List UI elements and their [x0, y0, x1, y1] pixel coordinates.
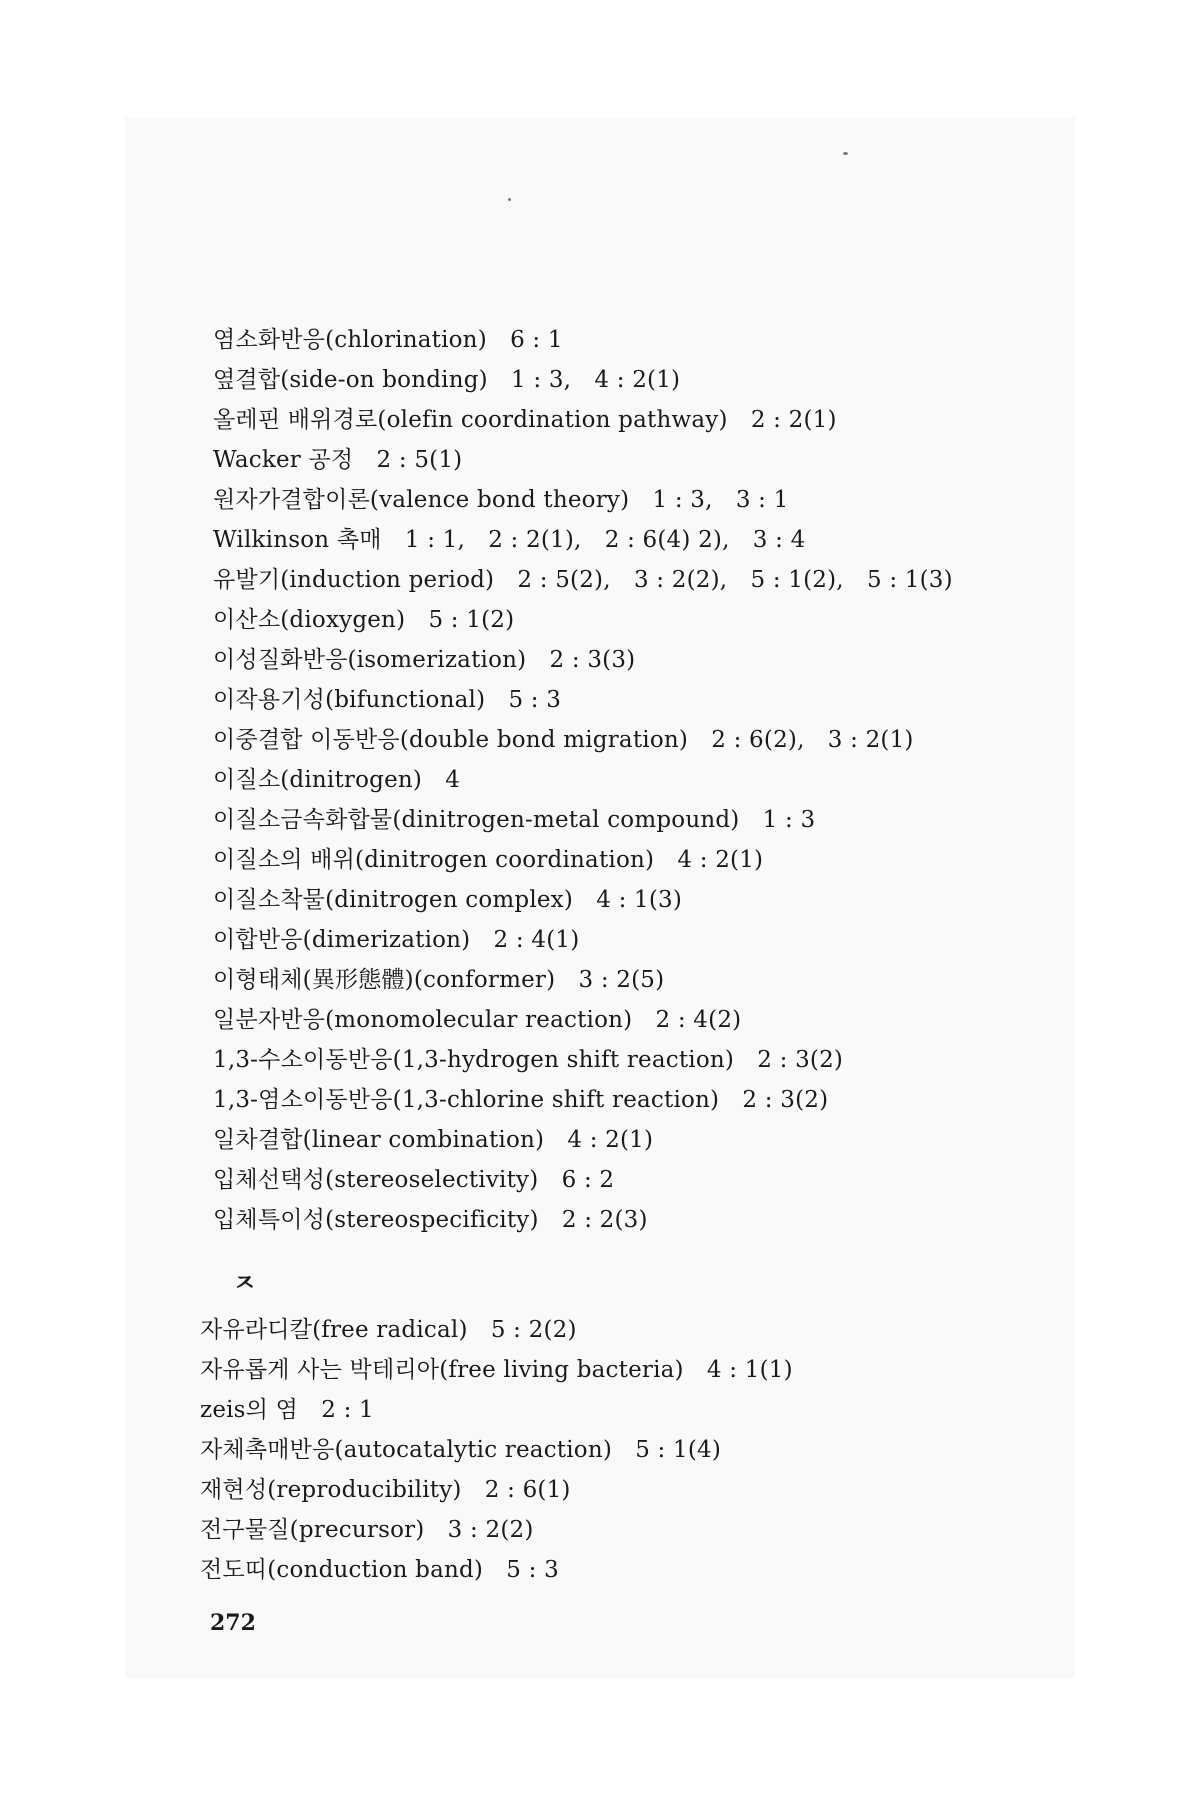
index-entry: 일차결합(linear combination) 4 : 2(1)	[213, 1127, 654, 1153]
index-entry: 이질소(dinitrogen) 4	[213, 767, 461, 793]
index-entry: 이성질화반응(isomerization) 2 : 3(3)	[213, 647, 636, 673]
index-list-bottom	[200, 1310, 1100, 1590]
index-entry: 이산소(dioxygen) 5 : 1(2)	[213, 607, 515, 633]
index-entry: 자유라디칼(free radical) 5 : 2(2)	[200, 1317, 577, 1343]
index-entry: 유발기(induction period) 2 : 5(2), 3 : 2(2), 5 : 1(2), 5 : 1(3)	[213, 567, 953, 593]
index-entry: 전도띠(conduction band) 5 : 3	[200, 1557, 559, 1583]
index-entry: 올레핀 배위경로(olefin coordination pathway) 2 : 2(1)	[213, 407, 837, 433]
index-entry: Wilkinson 촉매 1 : 1, 2 : 2(1), 2 : 6(4) 2), 3 : 4	[213, 527, 806, 553]
index-entry: 이질소착물(dinitrogen complex) 4 : 1(3)	[213, 887, 683, 913]
index-entry: 1,3-염소이동반응(1,3-chlorine shift reaction) 2 : 3(2)	[213, 1087, 829, 1113]
index-entry: 자체촉매반응(autocatalytic reaction) 5 : 1(4)	[200, 1437, 722, 1463]
index-entry: 재현성(reproducibility) 2 : 6(1)	[200, 1477, 571, 1503]
index-entry: 입체선택성(stereoselectivity) 6 : 2	[213, 1167, 615, 1193]
page-number: 272	[210, 1610, 256, 1636]
index-entry: 입체특이성(stereospecificity) 2 : 2(3)	[213, 1207, 648, 1233]
index-entry: 일분자반응(monomolecular reaction) 2 : 4(2)	[213, 1007, 742, 1033]
index-entry: 원자가결합이론(valence bond theory) 1 : 3, 3 : 1	[213, 487, 789, 513]
index-entry: 이질소의 배위(dinitrogen coordination) 4 : 2(1)	[213, 847, 764, 873]
index-entry: 이작용기성(bifunctional) 5 : 3	[213, 687, 562, 713]
speck	[508, 198, 511, 201]
index-entry: 1,3-수소이동반응(1,3-hydrogen shift reaction) 2 : 3(2)	[213, 1047, 844, 1073]
index-entry: 전구물질(precursor) 3 : 2(2)	[200, 1517, 534, 1543]
index-entry: 이합반응(dimerization) 2 : 4(1)	[213, 927, 580, 953]
index-entry: zeis의 염 2 : 1	[200, 1397, 374, 1423]
index-entry: 이형태체(異形態體)(conformer) 3 : 2(5)	[213, 967, 665, 993]
index-entry: 자유롭게 사는 박테리아(free living bacteria) 4 : 1(1)	[200, 1357, 793, 1383]
index-entry: 이중결합 이동반응(double bond migration) 2 : 6(2), 3 : 2(1)	[213, 727, 914, 753]
index-entry: 염소화반응(chlorination) 6 : 1	[213, 327, 563, 353]
index-entry: Wacker 공정 2 : 5(1)	[213, 447, 463, 473]
index-entry: 이질소금속화합물(dinitrogen-metal compound) 1 : 3	[213, 807, 816, 833]
section-heading: ㅈ	[233, 1269, 257, 1297]
index-list-top	[213, 320, 1113, 1240]
index-entry: 옆결합(side-on bonding) 1 : 3, 4 : 2(1)	[213, 367, 681, 393]
speck	[843, 152, 848, 155]
